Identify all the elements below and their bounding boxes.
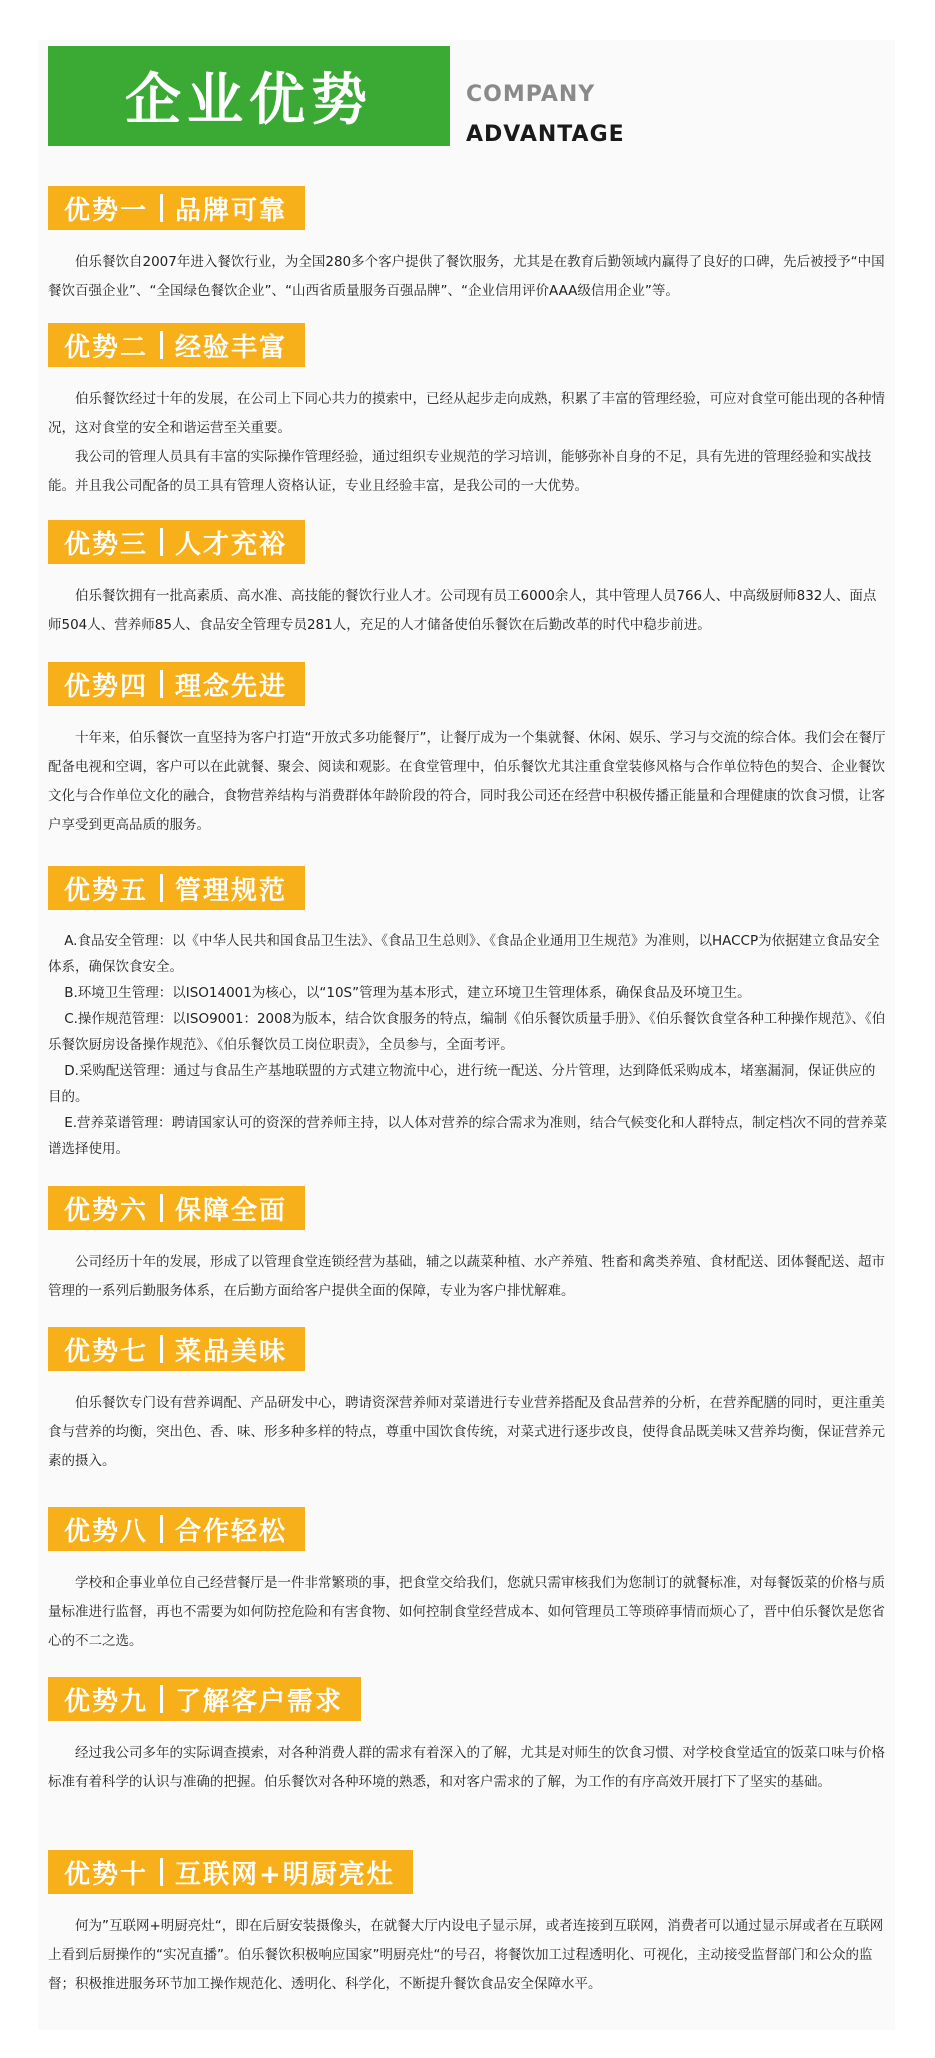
section-number: 优势四: [64, 671, 149, 702]
section-5: [48, 866, 888, 1162]
section-tag: [48, 1677, 361, 1721]
section-tag: [48, 866, 305, 910]
english-title-line2: ADVANTAGE: [466, 122, 625, 147]
section-number: 优势二: [64, 332, 149, 363]
section-name: 互联网+明厨亮灶: [175, 1859, 395, 1890]
section-name: 理念先进: [175, 671, 288, 702]
section-6: [48, 1186, 888, 1306]
tag-divider: [160, 194, 163, 222]
section-name: 管理规范: [175, 875, 288, 906]
section-number: 优势十: [64, 1859, 149, 1890]
section-tag: [48, 1507, 305, 1551]
section-number: 优势九: [64, 1686, 149, 1717]
section-name: 合作轻松: [175, 1516, 288, 1547]
paragraph: D.采购配送管理：通过与食品生产基地联盟的方式建立物流中心，进行统一配送、分片管理，达到降低采购成本，堵塞漏洞，保证供应的目的。: [48, 1063, 876, 1105]
paragraph: 伯乐餐饮经过十年的发展，在公司上下同心共力的摸索中，已经从起步走向成熟，积累了丰富的管理经验，可应对食堂可能出现的各种情况，这对食堂的安全和谐运营至关重要。: [48, 391, 885, 436]
section-9: [48, 1677, 888, 1797]
section-body: [48, 928, 888, 1162]
tag-divider: [160, 331, 163, 359]
section-body: [48, 1248, 888, 1306]
section-tag: [48, 186, 305, 230]
section-name: 人才充裕: [175, 529, 288, 560]
tag-divider: [160, 1515, 163, 1543]
section-4: [48, 662, 888, 840]
tag-divider: [160, 1194, 163, 1222]
paragraph: A.食品安全管理：以《中华人民共和国食品卫生法》、《食品卫生总则》、《食品企业通用卫生规范》为准则，以HACCP为依据建立食品安全体系，确保饮食安全。: [48, 933, 880, 975]
section-number: 优势七: [64, 1336, 149, 1367]
section-3: [48, 520, 888, 640]
section-body: [48, 1569, 888, 1656]
section-tag: [48, 323, 305, 367]
section-number: 优势六: [64, 1195, 149, 1226]
section-body: [48, 248, 888, 306]
section-body: [48, 724, 888, 840]
section-10: [48, 1850, 888, 1999]
paragraph: 伯乐餐饮专门设有营养调配、产品研发中心，聘请资深营养师对菜谱进行专业营养搭配及食品营养的分析，在营养配膳的同时，更注重美食与营养的均衡，突出色、香、味、形多种多样的特点，尊重中国饮食传统，对菜式进行逐步改良，使得食品既美味又营养均衡，保证营养元素的摄入。: [48, 1395, 885, 1469]
paragraph: 公司经历十年的发展，形成了以管理食堂连锁经营为基础，辅之以蔬菜种植、水产养殖、牲畜和禽类养殖、食材配送、团体餐配送、超市管理的一系列后勤服务体系，在后勤方面给客户提供全面的保障，专业为客户排忧解难。: [48, 1254, 885, 1299]
english-title-line1: COMPANY: [466, 82, 596, 107]
section-body: [48, 1739, 888, 1797]
section-number: 优势五: [64, 875, 149, 906]
tag-divider: [160, 670, 163, 698]
paragraph: E.营养菜谱管理：聘请国家认可的资深的营养师主持，以人体对营养的综合需求为准则，结合气候变化和人群特点，制定档次不同的营养菜谱选择使用。: [48, 1115, 888, 1157]
section-number: 优势八: [64, 1516, 149, 1547]
section-tag: [48, 662, 305, 706]
page-title: 企业优势: [125, 68, 373, 133]
paragraph: 学校和企事业单位自己经营餐厅是一件非常繁琐的事，把食堂交给我们，您就只需审核我们为您制订的就餐标准，对每餐饭菜的价格与质量标准进行监督，再也不需要为如何防控危险和有害食物、如何控制食堂经营成本、如何管理员工等琐碎事情而烦心了，晋中伯乐餐饮是您省心的不二之选。: [48, 1575, 885, 1649]
section-tag: [48, 1186, 305, 1230]
tag-divider: [160, 1685, 163, 1713]
tag-divider: [160, 874, 163, 902]
section-body: [48, 582, 888, 640]
paragraph: 伯乐餐饮自2007年进入餐饮行业，为全国280多个客户提供了餐饮服务，尤其是在教育后勤领域内赢得了良好的口碑，先后被授予“中国餐饮百强企业”、“全国绿色餐饮企业”、“山西省质量服务百强品牌”、“企业信用评价AAA级信用企业”等。: [48, 254, 885, 299]
section-2: [48, 323, 888, 501]
section-7: [48, 1327, 888, 1476]
tag-divider: [160, 1335, 163, 1363]
section-8: [48, 1507, 888, 1656]
paragraph: 伯乐餐饮拥有一批高素质、高水准、高技能的餐饮行业人才。公司现有员工6000余人，其中管理人员766人、中高级厨师832人、面点师504人、营养师85人、食品安全管理专员281人，充足的人才储备使伯乐餐饮在后勤改革的时代中稳步前进。: [48, 588, 877, 633]
section-name: 保障全面: [175, 1195, 288, 1226]
section-name: 经验丰富: [175, 332, 288, 363]
section-name: 菜品美味: [175, 1336, 288, 1367]
section-body: [48, 385, 888, 501]
section-body: [48, 1912, 888, 1999]
tag-divider: [160, 1858, 163, 1886]
section-body: [48, 1389, 888, 1476]
paragraph: 我公司的管理人员具有丰富的实际操作管理经验，通过组织专业规范的学习培训，能够弥补自身的不足，具有先进的管理经验和实战技能。并且我公司配备的员工具有管理人资格认证，专业且经验丰富，是我公司的一大优势。: [48, 449, 872, 494]
paragraph: 经过我公司多年的实际调查摸索，对各种消费人群的需求有着深入的了解，尤其是对师生的饮食习惯、对学校食堂适宜的饭菜口味与价格标准有着科学的认识与准确的把握。伯乐餐饮对各种环境的熟悉，和对客户需求的了解，为工作的有序高效开展打下了坚实的基础。: [48, 1745, 885, 1790]
section-1: [48, 186, 888, 306]
section-tag: [48, 1850, 413, 1894]
paragraph: 何为”互联网+明厨亮灶“，即在后厨安装摄像头，在就餐大厅内设电子显示屏，或者连接到互联网，消费者可以通过显示屏或者在互联网上看到后厨操作的“实况直播”。伯乐餐饮积极响应国家”明厨亮灶“的号召，将餐饮加工过程透明化、可视化，主动接受监督部门和公众的监督；积极推进服务环节加工操作规范化、透明化、科学化，不断提升餐饮食品安全保障水平。: [48, 1918, 884, 1992]
tag-divider: [160, 528, 163, 556]
paragraph: B.环境卫生管理：以ISO14001为核心，以“10S”管理为基本形式，建立环境卫生管理体系，确保食品及环境卫生。: [64, 985, 751, 1001]
paragraph: C.操作规范管理：以ISO9001：2008为版本，结合饮食服务的特点，编制《伯乐餐饮质量手册》、《伯乐餐饮食堂各种工种操作规范》、《伯乐餐饮厨房设备操作规范》、《伯乐餐饮员工岗位职责》，全员参与，全面考评。: [48, 1011, 886, 1053]
section-tag: [48, 520, 305, 564]
section-name: 了解客户需求: [175, 1686, 344, 1717]
title-banner: [48, 46, 450, 146]
section-tag: [48, 1327, 305, 1371]
section-number: 优势三: [64, 529, 149, 560]
section-name: 品牌可靠: [175, 195, 288, 226]
paragraph: 十年来，伯乐餐饮一直坚持为客户打造“开放式多功能餐厅”，让餐厅成为一个集就餐、休闲、娱乐、学习与交流的综合体。我们会在餐厅配备电视和空调，客户可以在此就餐、聚会、阅读和观影。在食堂管理中，伯乐餐饮尤其注重食堂装修风格与合作单位特色的契合、企业餐饮文化与合作单位文化的融合，食物营养结构与消费群体年龄阶段的符合，同时我公司还在经营中积极传播正能量和合理健康的饮食习惯，让客户享受到更高品质的服务。: [48, 730, 886, 833]
section-number: 优势一: [64, 195, 149, 226]
